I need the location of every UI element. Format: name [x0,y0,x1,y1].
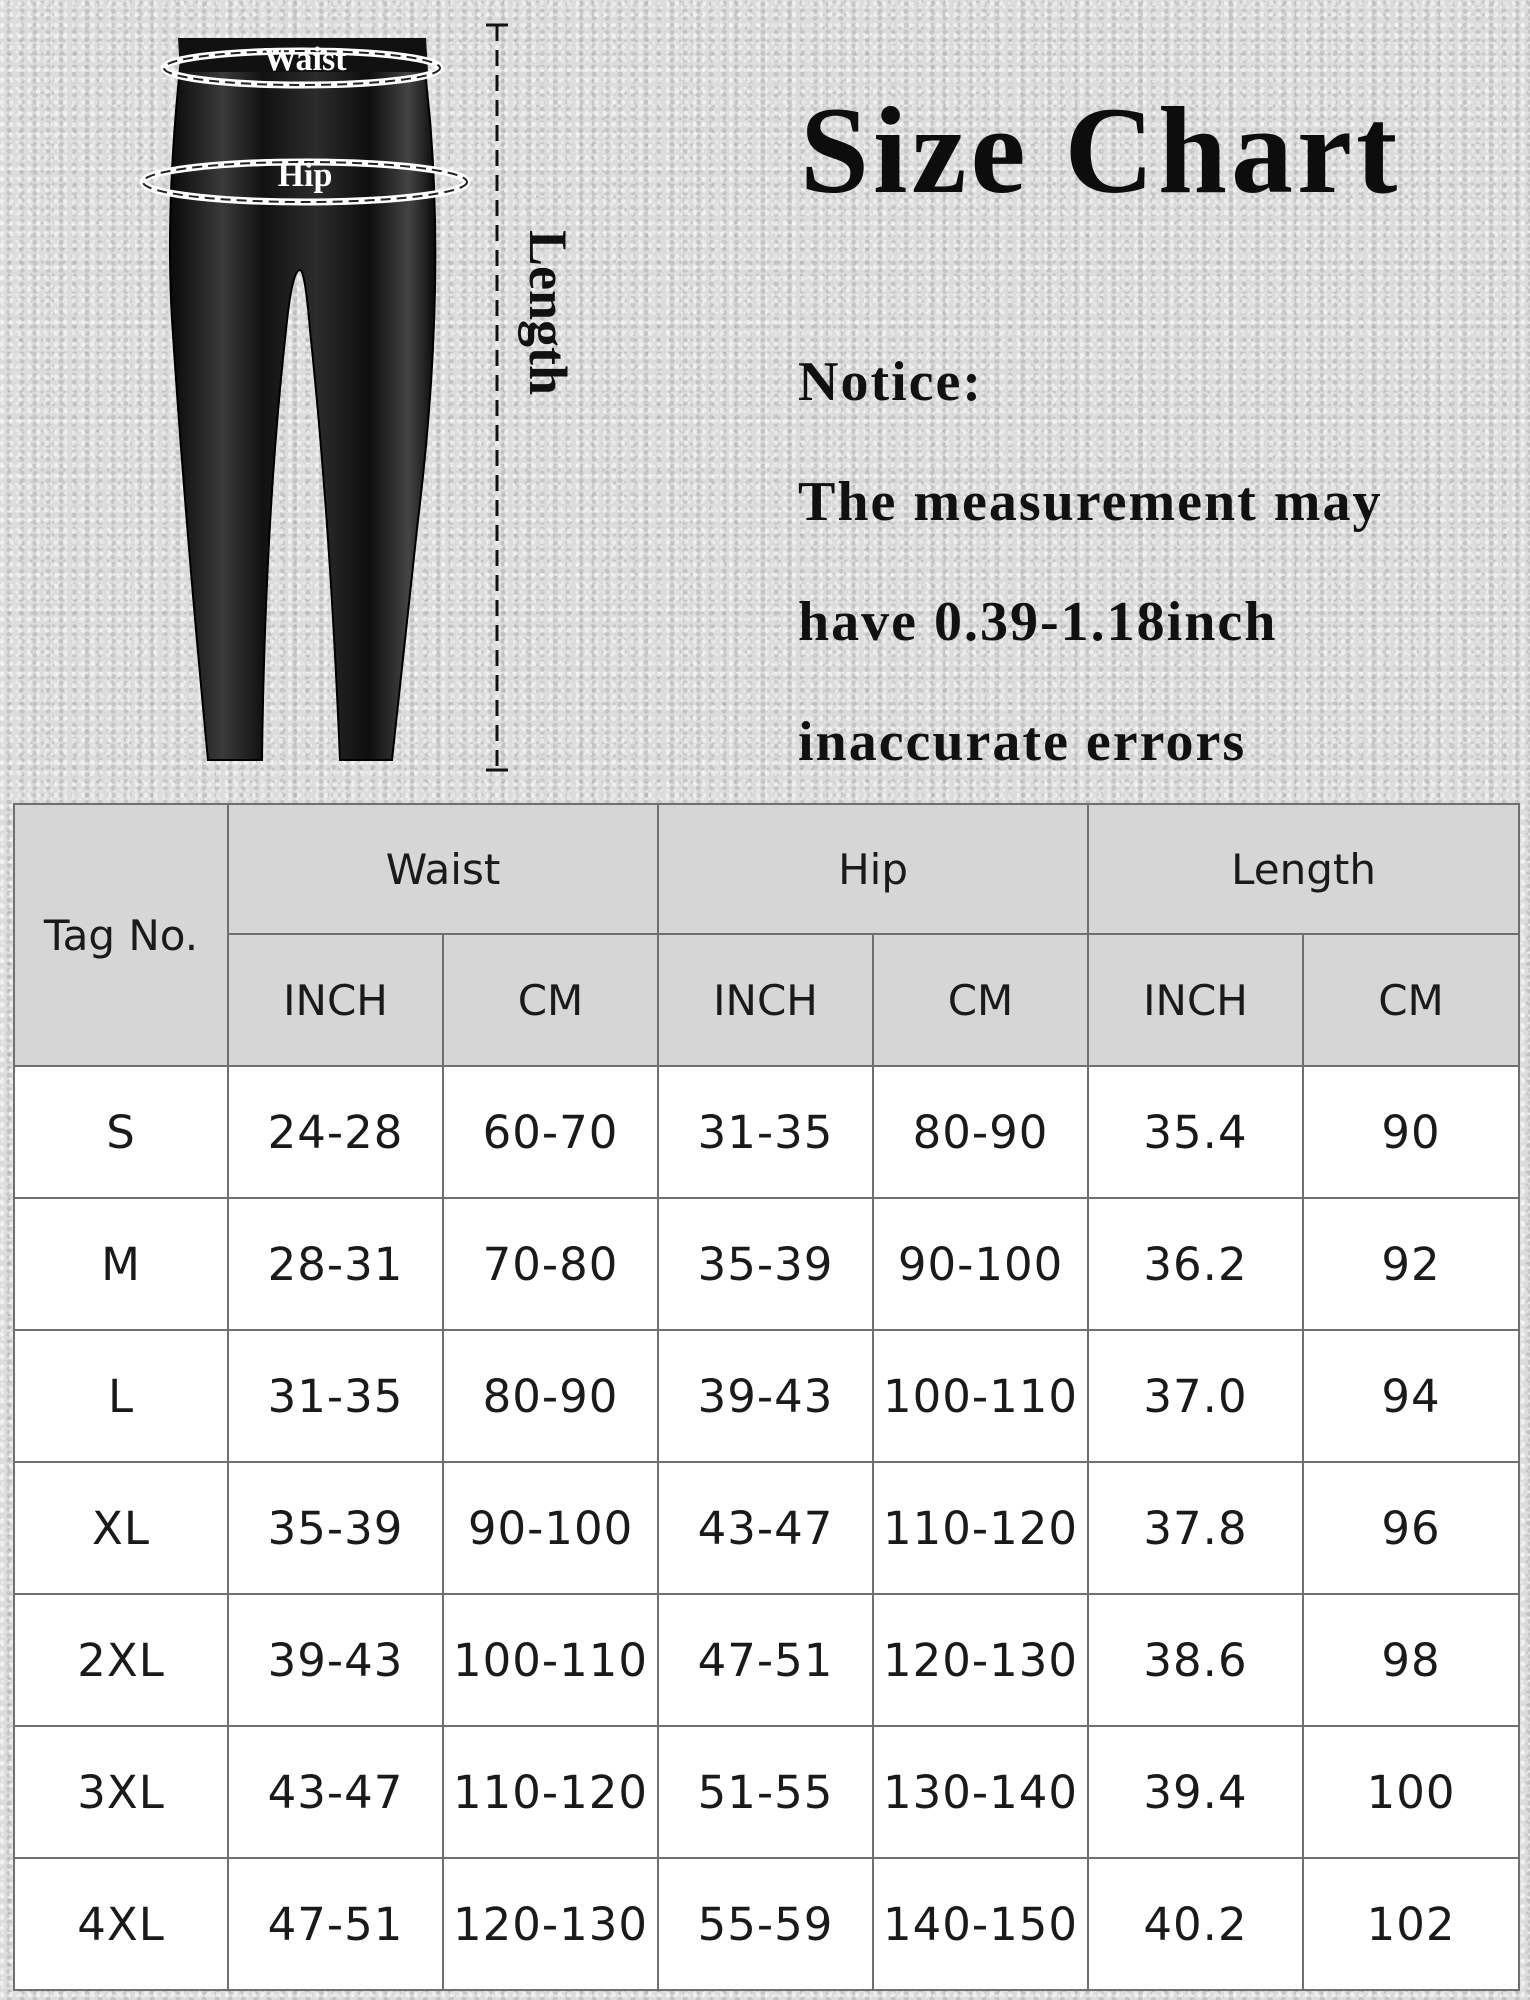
size-value-cell: 37.0 [1088,1330,1303,1462]
size-value-cell: 51-55 [658,1726,873,1858]
size-value-cell: 40.2 [1088,1858,1303,1990]
unit-header: INCH [228,934,443,1066]
unit-header: INCH [1088,934,1303,1066]
notice-line: inaccurate errors [798,711,1247,773]
size-value-cell: 70-80 [443,1198,658,1330]
table-row [14,1726,1519,1858]
tag-number-cell: S [14,1066,228,1198]
size-value-cell: 31-35 [658,1066,873,1198]
size-value-cell: 96 [1303,1462,1519,1594]
tag-number-header: Tag No. [14,804,228,1066]
size-value-cell: 24-28 [228,1066,443,1198]
size-value-cell: 120-130 [443,1858,658,1990]
unit-header: INCH [658,934,873,1066]
size-value-cell: 36.2 [1088,1198,1303,1330]
table-row [14,1462,1519,1594]
table-row [14,1858,1519,1990]
length-group-header: Length [1088,804,1519,934]
size-value-cell: 140-150 [873,1858,1088,1990]
table-row [14,1066,1519,1198]
size-value-cell: 35-39 [228,1462,443,1594]
size-value-cell: 47-51 [658,1594,873,1726]
unit-header: CM [443,934,658,1066]
tag-number-cell: M [14,1198,228,1330]
tag-number-cell: L [14,1330,228,1462]
tag-number-cell: 2XL [14,1594,228,1726]
hip-label: Hip [277,157,333,194]
size-value-cell: 39-43 [228,1594,443,1726]
unit-header: CM [1303,934,1519,1066]
size-value-cell: 90-100 [443,1462,658,1594]
size-value-cell: 120-130 [873,1594,1088,1726]
notice-heading: Notice: [798,351,984,413]
hip-group-header: Hip [658,804,1088,934]
waist-group-header: Waist [228,804,658,934]
size-value-cell: 39-43 [658,1330,873,1462]
size-value-cell: 110-120 [873,1462,1088,1594]
leggings-measurement-figure [0,0,620,790]
notice-line: have 0.39-1.18inch [798,591,1278,653]
size-value-cell: 43-47 [228,1726,443,1858]
size-value-cell: 35-39 [658,1198,873,1330]
size-value-cell: 38.6 [1088,1594,1303,1726]
unit-header: CM [873,934,1088,1066]
size-value-cell: 90 [1303,1066,1519,1198]
size-value-cell: 39.4 [1088,1726,1303,1858]
size-value-cell: 28-31 [228,1198,443,1330]
size-value-cell: 47-51 [228,1858,443,1990]
size-value-cell: 35.4 [1088,1066,1303,1198]
size-value-cell: 90-100 [873,1198,1088,1330]
size-value-cell: 37.8 [1088,1462,1303,1594]
table-row [14,1198,1519,1330]
size-value-cell: 130-140 [873,1726,1088,1858]
size-value-cell: 80-90 [443,1330,658,1462]
size-value-cell: 100-110 [443,1594,658,1726]
size-table [13,803,1520,1991]
size-value-cell: 110-120 [443,1726,658,1858]
waist-label: Waist [263,41,347,78]
size-value-cell: 55-59 [658,1858,873,1990]
size-value-cell: 43-47 [658,1462,873,1594]
size-value-cell: 100 [1303,1726,1519,1858]
size-table-body [14,1066,1519,1990]
tag-number-cell: 3XL [14,1726,228,1858]
table-row [14,1330,1519,1462]
page-title: Size Chart [800,82,1402,219]
size-value-cell: 60-70 [443,1066,658,1198]
size-value-cell: 98 [1303,1594,1519,1726]
table-row [14,1594,1519,1726]
size-value-cell: 102 [1303,1858,1519,1990]
size-value-cell: 80-90 [873,1066,1088,1198]
size-value-cell: 92 [1303,1198,1519,1330]
size-value-cell: 94 [1303,1330,1519,1462]
size-value-cell: 31-35 [228,1330,443,1462]
notice-block [798,322,1518,802]
tag-number-cell: XL [14,1462,228,1594]
size-value-cell: 100-110 [873,1330,1088,1462]
notice-line: The measurement may [798,471,1383,533]
tag-number-cell: 4XL [14,1858,228,1990]
length-label: Length [518,230,578,396]
